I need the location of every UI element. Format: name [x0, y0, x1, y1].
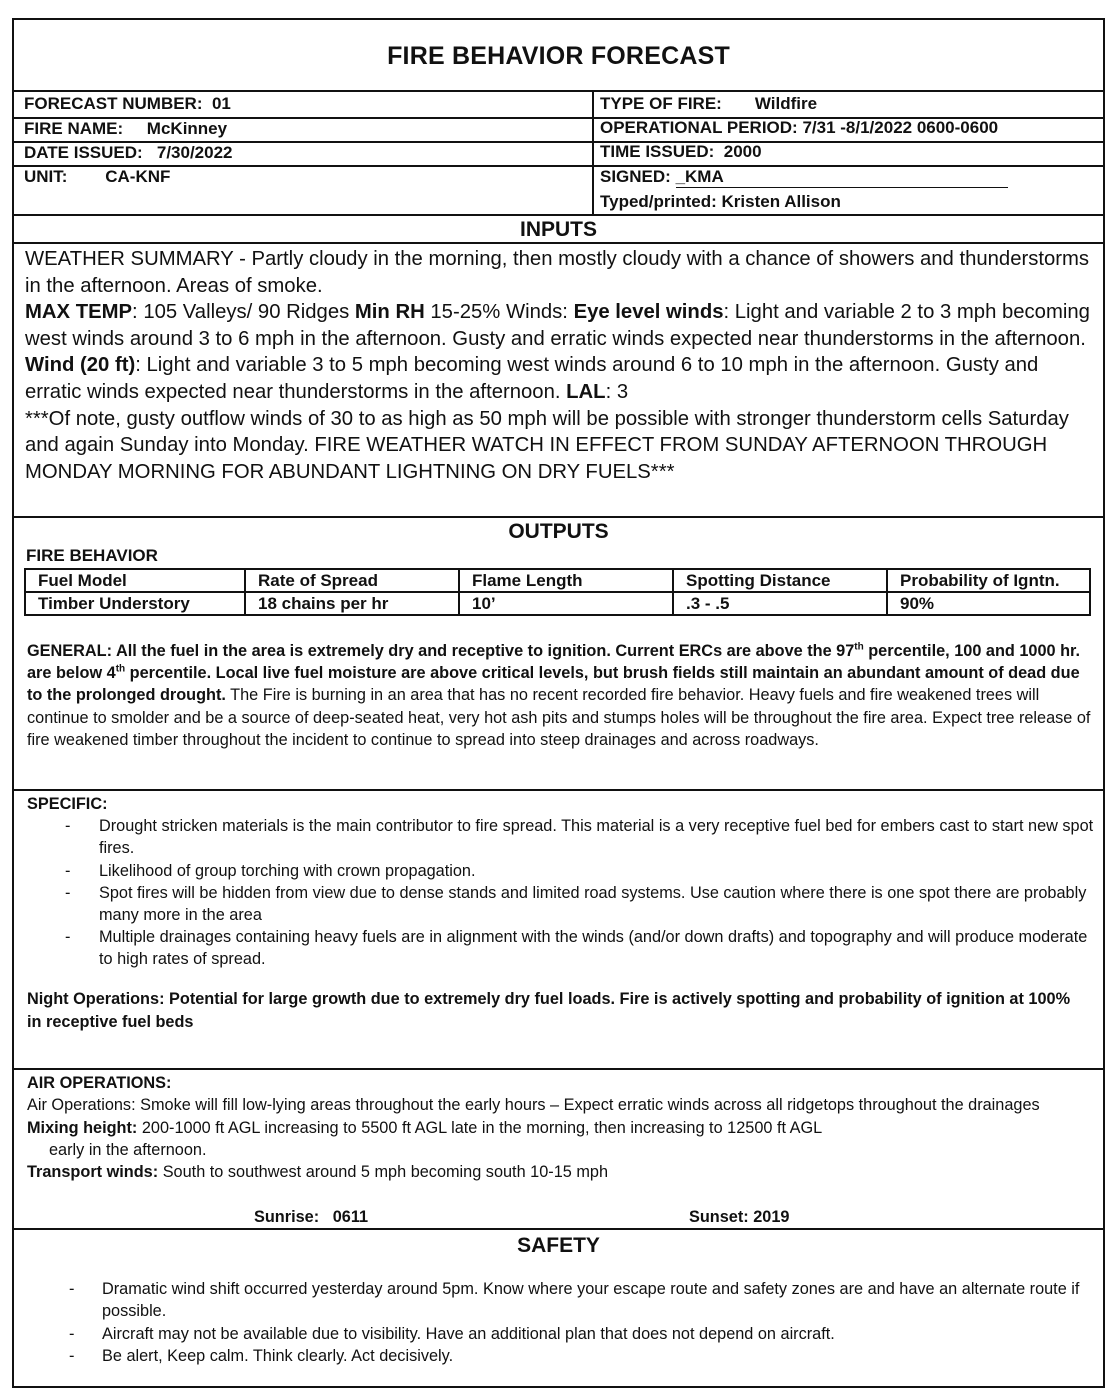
table-header-cell: Flame Length: [459, 569, 673, 592]
operational-period-label: OPERATIONAL PERIOD:: [600, 118, 798, 137]
list-item: - Aircraft may not be available due to visibility. Have an additional plan that does not depend on aircraft.: [69, 1324, 835, 1343]
divider: [14, 516, 1103, 518]
divider: [14, 214, 1103, 216]
list-item-text: Multiple drainages containing heavy fuels are in alignment with the winds (and/or down drafts) and topography and will produce moderate to high rates of spread.: [99, 928, 1088, 969]
lal-value: : 3: [605, 380, 629, 403]
transport-winds-value: South to southwest around 5 mph becoming south 10-15 mph: [158, 1163, 608, 1182]
air-operations-section: [27, 1072, 1095, 1183]
wind-20ft-value: : Light and variable 3 to 5 mph becoming west winds around 6 to 10 mph in the afternoon. Gusty and erratic winds expected near thunderstorms in the afternoon.: [25, 354, 1039, 403]
general-bold-text: percentile. Local live fuel moisture are above critical levels, but brush fields still maintain an abundant amount of dead due to the prolonged drought.: [27, 664, 1080, 705]
date-issued-value: 7/30/2022: [156, 143, 233, 162]
outputs-heading: OUTPUTS: [508, 520, 609, 543]
max-temp-label: MAX TEMP: [25, 301, 133, 324]
mixing-height-continued: early in the afternoon.: [49, 1140, 207, 1159]
list-item: - Spot fires will be hidden from view due to dense stands and limited road systems. Use caution where there is one spot there are probably many more in the area: [65, 883, 1087, 925]
divider: [14, 1228, 1103, 1230]
general-text: The Fire is burning in an area that has no recent recorded fire behavior. Heavy fuels and fire weakened trees will continue to smolder and be a source of deep-seated heat, very hot ash pits and stumps holes will be throughout the fire area. Expect tree release of fire weakened timber throughout the incident to continue to spread into steep drainages and across roadways.: [27, 686, 1091, 749]
specific-section: [27, 793, 1095, 971]
divider: [14, 789, 1103, 791]
table-cell: Timber Understory: [25, 592, 245, 615]
general-section: [27, 640, 1095, 751]
signed: [600, 167, 1008, 188]
list-item-text: Likelihood of group torching with crown propagation.: [99, 861, 476, 880]
list-item-text: Dramatic wind shift occurred yesterday around 5pm. Know where your escape route and safety zones are and have an alternate route if possible.: [102, 1280, 1080, 1321]
weather-summary: WEATHER SUMMARY - Partly cloudy in the morning, then mostly cloudy with a chance of showers and thunderstorms in the afternoon. Areas of smoke.: [25, 248, 1090, 297]
header-column-divider: [592, 90, 594, 214]
wind-20ft-label: Wind (20 ft): [25, 354, 136, 377]
list-item-text: Spot fires will be hidden from view due to dense stands and limited road systems. Use caution where there is one spot there are probably many more in the area: [99, 883, 1087, 925]
eye-level-winds-value: : Light and variable 2 to 3 mph becoming west winds around 3 to 6 mph in the afternoon. Gusty and erratic winds expected near thunderstorms in the afternoon.: [25, 301, 1090, 350]
safety-section: [27, 1278, 1095, 1368]
eye-level-winds-label: Eye level winds: [573, 301, 724, 324]
time-issued: [600, 142, 762, 162]
safety-heading: SAFETY: [517, 1234, 600, 1257]
sunrise-value: 0611: [332, 1208, 369, 1226]
mixing-height-label: Mixing height:: [27, 1118, 138, 1137]
unit: [24, 167, 170, 187]
signed-value: _KMA: [675, 167, 724, 186]
list-item-text: Drought stricken materials is the main contributor to fire spread. This material is a very receptive fuel bed for embers cast to start new spot fires.: [99, 817, 1094, 858]
typed-printed-label: Typed/printed:: [600, 192, 717, 211]
weather-note: ***Of note, gusty outflow winds of 30 to as high as 50 mph will be possible with stronger thunderstorm cells Saturday and again Sunday into Monday. FIRE WEATHER WATCH IN EFFECT FROM SUNDAY AFTERNOON THROUGH MONDAY MORNING FOR ABUNDANT LIGHTNING ON DRY FUELS***: [25, 407, 1069, 483]
signed-label: SIGNED:: [600, 167, 671, 186]
forecast-number: [24, 94, 231, 114]
divider: [14, 1068, 1103, 1070]
table-header-cell: Probability of Igntn.: [887, 569, 1090, 592]
typed-printed-value: Kristen Allison: [721, 192, 841, 211]
forecast-document: [12, 18, 1105, 1388]
fire-name: [24, 119, 227, 139]
sunset-label: Sunset:: [689, 1208, 749, 1226]
table-cell: 90%: [887, 592, 1090, 615]
operational-period: [600, 118, 998, 138]
list-item-text: Be alert, Keep calm. Think clearly. Act decisively.: [102, 1347, 454, 1366]
transport-winds: [27, 1161, 1095, 1183]
time-issued-value: 2000: [723, 142, 762, 161]
night-operations: Night Operations: Potential for large growth due to extremely dry fuel loads. Fire is actively spotting and probability of ignition at 100% in receptive fuel beds: [27, 990, 1071, 1031]
list-item: - Be alert, Keep calm. Think clearly. Act decisively.: [69, 1347, 454, 1366]
inputs-text: [25, 246, 1095, 485]
document-title: FIRE BEHAVIOR FORECAST: [387, 42, 730, 70]
specific-list: [27, 815, 1095, 970]
table-cell: 18 chains per hr: [245, 592, 459, 615]
air-operations-text: Air Operations: Smoke will fill low-lying areas throughout the early hours – Expect erratic winds across all ridgetops throughout the drainages: [27, 1096, 1040, 1115]
fire-name-value: McKinney: [146, 119, 228, 138]
air-operations-label: AIR OPERATIONS:: [27, 1074, 172, 1092]
signature-line: [676, 167, 1008, 188]
list-item: - Drought stricken materials is the main contributor to fire spread. This material is a very receptive fuel bed for embers cast to start new spot fires.: [65, 817, 1094, 858]
general-bold-text: percentile, 100 and 1000 hr. are below 4: [27, 642, 1081, 683]
mixing-height: [27, 1117, 1095, 1139]
fire-name-label: FIRE NAME:: [24, 119, 124, 138]
forecast-number-label: FORECAST NUMBER:: [24, 94, 203, 113]
safety-list: [27, 1278, 1095, 1368]
list-item: - Multiple drainages containing heavy fuels are in alignment with the winds (and/or down drafts) and topography and will produce moderate to high rates of spread.: [65, 928, 1088, 969]
min-rh-label: Min RH: [354, 301, 425, 324]
superscript: th: [115, 663, 126, 675]
max-temp-value: : 105 Valleys/ 90 Ridges: [132, 301, 355, 324]
unit-label: UNIT:: [24, 167, 68, 186]
table-header-cell: Spotting Distance: [673, 569, 887, 592]
list-item: - Likelihood of group torching with crown propagation.: [65, 861, 476, 880]
general-bold-text: All the fuel in the area is extremely dry and receptive to ignition. Current ERCs are above the 97: [112, 642, 855, 660]
fire-behavior-table: [24, 568, 1091, 616]
min-rh-value: 15-25% Winds:: [424, 301, 574, 324]
table-cell: .3 - .5: [673, 592, 887, 615]
sunset-value: 2019: [753, 1208, 790, 1226]
type-of-fire-value: Wildfire: [754, 94, 818, 113]
type-of-fire-label: TYPE OF FIRE:: [600, 94, 722, 113]
superscript: th: [854, 641, 864, 653]
specific-label: SPECIFIC:: [27, 795, 108, 813]
transport-winds-label: Transport winds:: [27, 1163, 159, 1182]
list-item-text: Aircraft may not be available due to visibility. Have an additional plan that does not depend on aircraft.: [102, 1324, 835, 1343]
sunset: [689, 1208, 789, 1227]
fire-behavior-label: FIRE BEHAVIOR: [26, 546, 158, 565]
operational-period-value: 7/31 -8/1/2022 0600-0600: [802, 118, 999, 137]
forecast-number-value: 01: [211, 94, 231, 113]
time-issued-label: TIME ISSUED:: [600, 142, 715, 161]
table-cell: 10’: [459, 592, 673, 615]
table-row: [25, 592, 1090, 615]
unit-value: CA-KNF: [105, 167, 171, 186]
date-issued-label: DATE ISSUED:: [24, 143, 143, 162]
table-header-cell: Fuel Model: [25, 569, 245, 592]
sunrise: [254, 1208, 368, 1227]
mixing-height-value: 200-1000 ft AGL increasing to 5500 ft AGL late in the morning, then increasing to 12500 ft AGL: [137, 1118, 823, 1137]
date-issued: [24, 143, 233, 163]
type-of-fire: [600, 94, 817, 114]
table-header-cell: Rate of Spread: [245, 569, 459, 592]
table-header-row: [25, 569, 1090, 592]
general-label: GENERAL:: [27, 642, 113, 660]
divider: [14, 242, 1103, 244]
sunrise-label: Sunrise:: [254, 1208, 320, 1226]
inputs-heading: INPUTS: [519, 218, 597, 241]
typed-printed: [600, 192, 841, 212]
lal-label: LAL: [566, 380, 606, 403]
list-item: - Dramatic wind shift occurred yesterday around 5pm. Know where your escape route and safety zones are and have an alternate route if possible.: [69, 1280, 1080, 1321]
weather-details: [25, 299, 1095, 405]
divider: [14, 90, 1103, 92]
